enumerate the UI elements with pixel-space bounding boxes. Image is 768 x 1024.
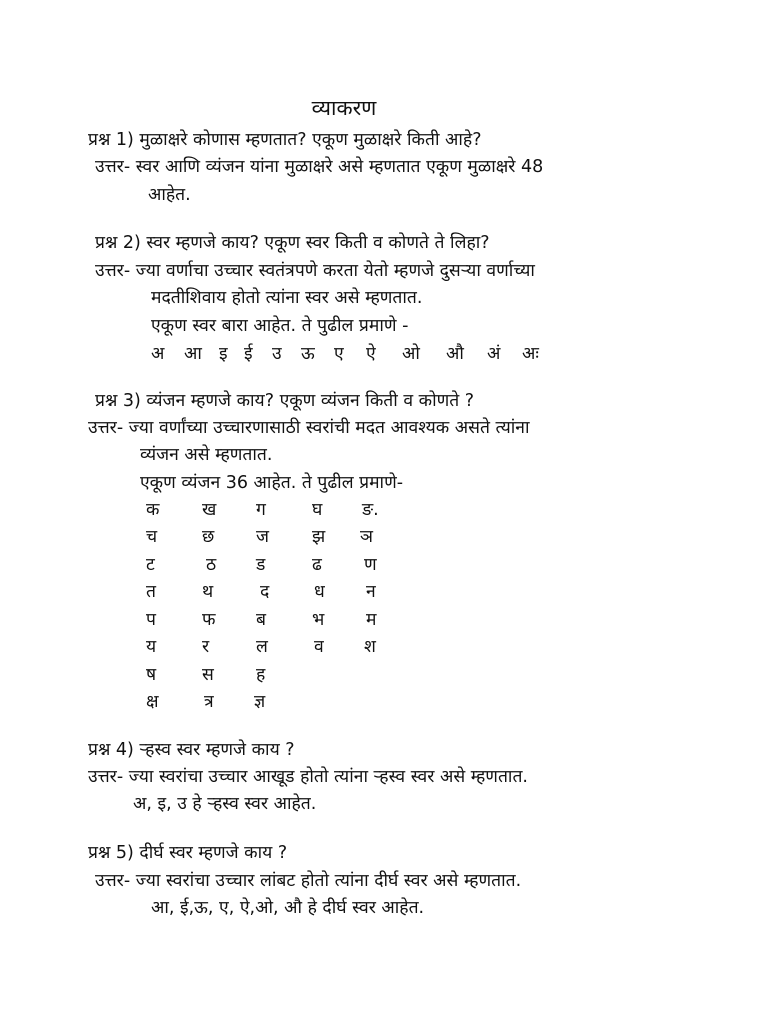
- consonant: थ: [202, 582, 214, 602]
- vowel-list: [0, 342, 768, 368]
- question-1: प्रश्न 1) मुळाक्षरे कोणास म्हणतात? एकूण मुळाक्षरे किती आहे?: [88, 130, 482, 150]
- vowel: ऊ: [301, 344, 315, 364]
- consonant: ण: [364, 555, 377, 575]
- consonant: ख: [202, 500, 217, 520]
- answer-3-line-3: एकूण व्यंजन 36 आहेत. ते पुढील प्रमाणे-: [140, 473, 404, 493]
- answer-2-line-1: उत्तर- ज्या वर्णाचा उच्चार स्वतंत्रपणे करता येतो म्हणजे दुसऱ्या वर्णाच्या: [95, 261, 535, 281]
- vowel: उ: [272, 344, 282, 364]
- consonant: ल: [256, 637, 268, 657]
- answer-2-line-3: एकूण स्वर बारा आहेत. ते पुढील प्रमाणे -: [151, 316, 409, 336]
- vowel: इ: [219, 344, 228, 364]
- consonant: ठ: [206, 555, 217, 575]
- consonant: त: [146, 582, 156, 602]
- consonant-row: [0, 690, 768, 716]
- consonant: ट: [146, 555, 155, 575]
- answer-4-line-2: अ, इ, उ हे ऱ्हस्व स्वर आहेत.: [133, 794, 317, 814]
- consonant: च: [146, 527, 158, 547]
- consonant: न: [366, 582, 376, 602]
- consonant-row: [0, 663, 768, 689]
- consonant-row: [0, 608, 768, 634]
- consonant: झ: [312, 527, 326, 547]
- consonant-row: [0, 525, 768, 551]
- vowel: अः: [522, 344, 539, 364]
- question-4: प्रश्न 4) ऱ्हस्व स्वर म्हणजे काय ?: [88, 740, 295, 760]
- question-2: प्रश्न 2) स्वर म्हणजे काय? एकूण स्वर किती व कोणते ते लिहा?: [95, 233, 490, 253]
- consonant: घ: [312, 500, 323, 520]
- answer-4-line-1: उत्तर- ज्या स्वरांचा उच्चार आखूड होतो त्यांना ऱ्हस्व स्वर असे म्हणतात.: [88, 767, 528, 787]
- question-3: प्रश्न 3) व्यंजन म्हणजे काय? एकूण व्यंजन किती व कोणते ?: [95, 391, 475, 411]
- page-title: व्याकरण: [311, 96, 377, 120]
- consonant-row: [0, 498, 768, 524]
- vowel: ओ: [402, 344, 420, 364]
- consonant: भ: [312, 610, 325, 630]
- consonant: म: [366, 610, 377, 630]
- answer-1-line-1: उत्तर- स्वर आणि व्यंजन यांना मुळाक्षरे असे म्हणतात एकूण मुळाक्षरे 48: [95, 157, 544, 177]
- consonant: त्र: [204, 692, 214, 712]
- answer-5-line-1: उत्तर- ज्या स्वरांचा उच्चार लांबट होतो त्यांना दीर्घ स्वर असे म्हणतात.: [95, 871, 522, 891]
- consonant: ज: [256, 527, 269, 547]
- vowel: अ: [151, 344, 165, 364]
- consonant: य: [146, 637, 157, 657]
- consonant: र: [202, 637, 210, 657]
- vowel: ए: [334, 344, 344, 364]
- consonant: व: [314, 637, 324, 657]
- consonant: क: [146, 500, 160, 520]
- answer-2-line-2: मदतीशिवाय होतो त्यांना स्वर असे म्हणतात.: [151, 288, 423, 308]
- consonant: द: [260, 582, 270, 602]
- consonant: ग: [256, 500, 266, 520]
- consonant: ब: [256, 610, 266, 630]
- answer-1-line-2: आहेत.: [148, 185, 191, 205]
- consonant: छ: [202, 527, 215, 547]
- consonant: ष: [146, 665, 157, 685]
- vowel: ई: [244, 344, 253, 364]
- consonant: श: [364, 637, 376, 657]
- vowel: औ: [446, 344, 464, 364]
- answer-3-line-1: उत्तर- ज्या वर्णांच्या उच्चारणासाठी स्वरांची मदत आवश्यक असते त्यांना: [88, 418, 530, 438]
- consonant: फ: [202, 610, 216, 630]
- consonant: ञ: [360, 527, 373, 547]
- vowel: अं: [487, 344, 501, 364]
- question-5: प्रश्न 5) दीर्घ स्वर म्हणजे काय ?: [88, 843, 288, 863]
- consonant-row: [0, 553, 768, 579]
- consonant: ढ: [312, 555, 322, 575]
- consonant: ङ.: [362, 500, 379, 520]
- consonant: ध: [314, 582, 325, 602]
- consonant: ह: [256, 665, 266, 685]
- consonant: ज्ञ: [254, 692, 266, 712]
- answer-3-line-2: व्यंजन असे म्हणतात.: [140, 445, 273, 465]
- consonant: क्ष: [146, 692, 159, 712]
- consonant: स: [202, 665, 214, 685]
- consonant-row: [0, 580, 768, 606]
- answer-5-line-2: आ, ई,ऊ, ए, ऐ,ओ, औ हे दीर्घ स्वर आहेत.: [151, 898, 425, 918]
- consonant: प: [146, 610, 156, 630]
- consonant: ड: [256, 555, 266, 575]
- vowel: ऐ: [366, 344, 376, 364]
- vowel: आ: [184, 344, 202, 364]
- consonant-row: [0, 635, 768, 661]
